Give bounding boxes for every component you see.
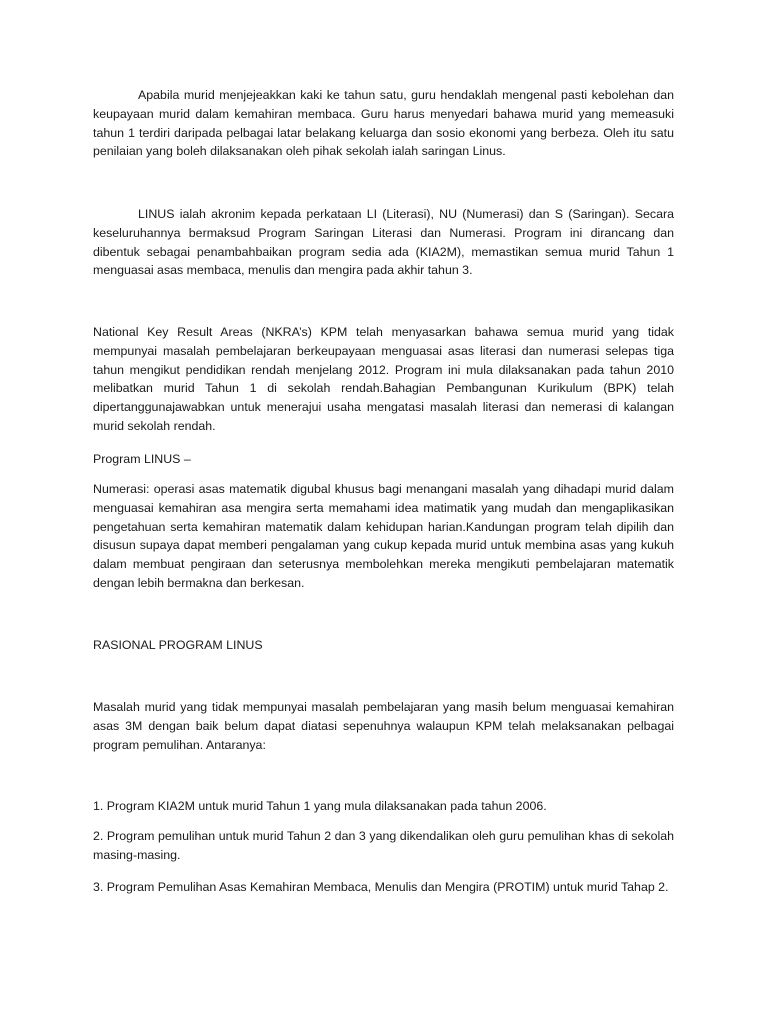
paragraph-numerasi: Numerasi: operasi asas matematik digubal khusus bagi menangani masalah yang dihadapi murid dalam menguasai kemahiran asa mengira serta memahami idea matimatik yang mudah dan mengaplikasikan pengetahuan serta kemahiran matematik dalam kehidupan harian.Kandungan program telah dipilih dan disusun supaya dapat memberi pengalaman yang cukup kepada murid untuk membina asas yang kukuh dalam membuat pengiraan dan seterusnya membolehkan mereka mengikuti pembelajaran matematik dengan lebih bermakna dan berkesan. — [93, 482, 674, 590]
list-item-2: 2. Program pemulihan untuk murid Tahun 2 dan 3 yang dikendalikan oleh guru pemulihan khas di sekolah masing-masing. — [93, 829, 674, 862]
paragraph-linus-definition: LINUS ialah akronim kepada perkataan LI (Literasi), NU (Numerasi) dan S (Saringan). Secara keseluruhannya bermaksud Program Saringan Literasi dan Numerasi. Program ini dirancang dan dibentuk sebagai penambahbaikan program sedia ada (KIA2M), memastikan semua murid Tahun 1 menguasai asas membaca, menulis dan mengira pada akhir tahun 3. — [93, 207, 674, 278]
heading-rasional: RASIONAL PROGRAM LINUS — [93, 638, 263, 652]
paragraph-masalah: Masalah murid yang tidak mempunyai masalah pembelajaran yang masih belum menguasai kemahiran asas 3M dengan baik belum dapat diatasi sepenuhnya walaupun KPM telah melaksanakan pelbagai program pemulihan. Antaranya: — [93, 700, 674, 752]
list-item-3: 3. Program Pemulihan Asas Kemahiran Membaca, Menulis dan Mengira (PROTIM) untuk murid Tahap 2. — [93, 880, 669, 894]
paragraph-intro: Apabila murid menjejeakkan kaki ke tahun satu, guru hendaklah mengenal pasti kebolehan dan keupayaan murid dalam kemahiran membaca. Guru harus menyedari bahawa murid yang memeasuki tahun 1 terdiri daripada pelbagai latar belakang keluarga dan sosio ekonomi yang berbeza. Oleh itu satu penilaian yang boleh dilaksanakan oleh pihak sekolah ialah saringan Linus. — [93, 88, 674, 159]
list-item-1: 1. Program KIA2M untuk murid Tahun 1 yang mula dilaksanakan pada tahun 2006. — [93, 799, 547, 813]
paragraph-nkra: National Key Result Areas (NKRA’s) KPM telah menyasarkan bahawa semua murid yang tidak mempunyai masalah pembelajaran berkeupayaan menguasai asas literasi dan numerasi selepas tiga tahun mengikut pendidikan rendah menjelang 2012. Program ini mula dilaksanakan pada tahun 2010 melibatkan murid Tahun 1 di sekolah rendah.Bahagian Pembangunan Kurikulum (BPK) telah dipertanggunajawabkan untuk menerajui usaha mengatasi masalah literasi dan nemerasi di kalangan murid sekolah rendah. — [93, 325, 674, 433]
heading-program-linus: Program LINUS – — [93, 452, 191, 466]
